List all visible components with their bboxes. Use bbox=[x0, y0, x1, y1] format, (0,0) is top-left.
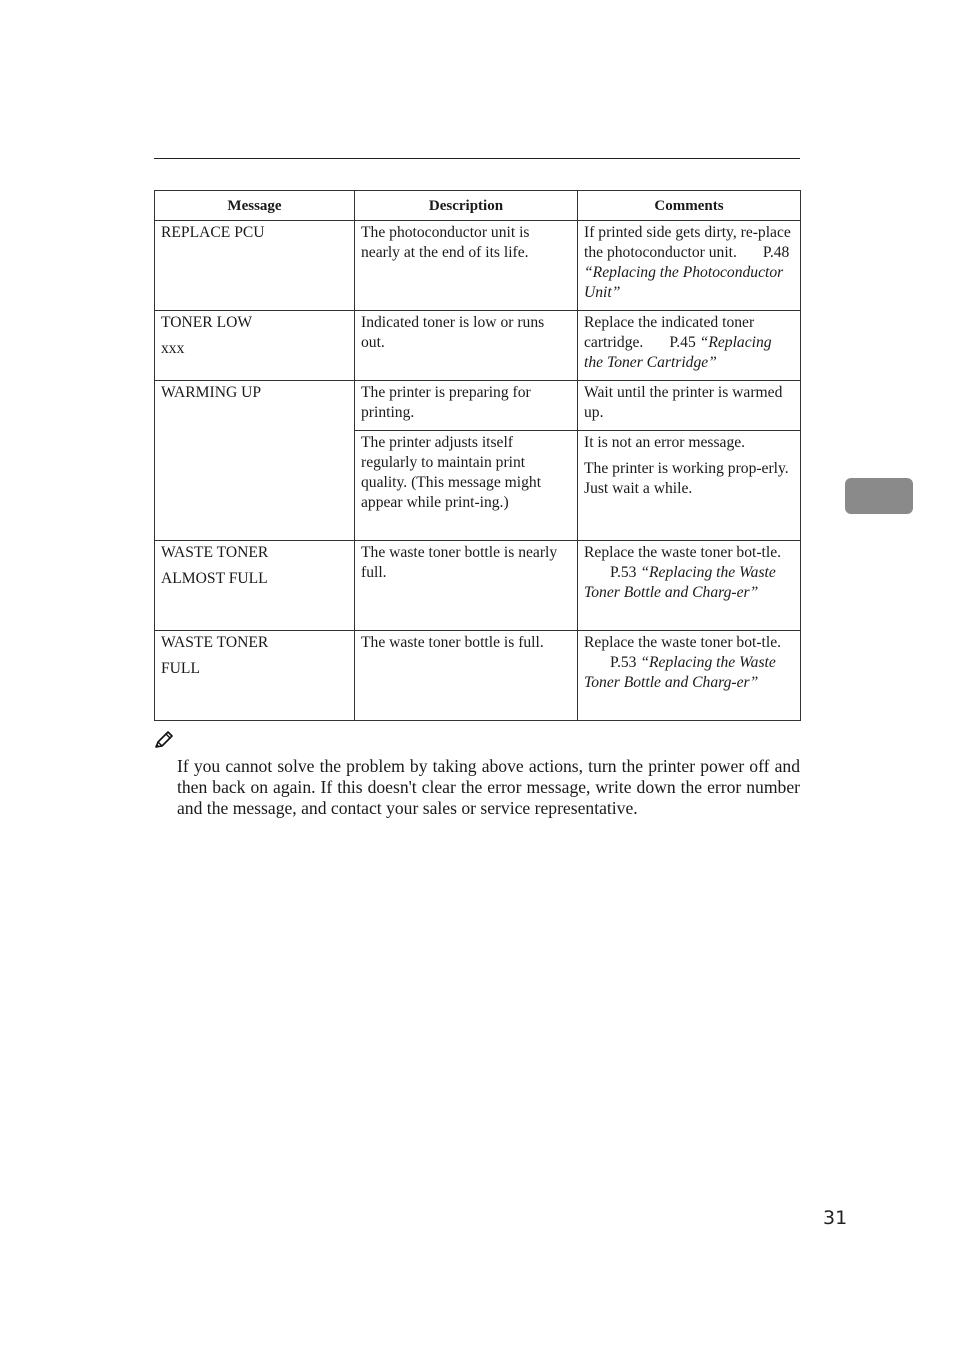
description-cell bbox=[355, 431, 578, 541]
table-header-row bbox=[155, 191, 801, 221]
message-cell bbox=[155, 631, 355, 721]
message-text: WASTE TONER bbox=[161, 634, 269, 651]
description-cell bbox=[355, 541, 578, 631]
chapter-tab bbox=[845, 478, 913, 514]
description-text: The printer adjusts itself regularly to maintain print quality. (This message might appear while print-ing.) bbox=[361, 434, 542, 511]
comment-text: Wait until the printer is warmed up. bbox=[584, 384, 783, 421]
error-message-table bbox=[154, 190, 801, 721]
message-subtext: ALMOST FULL bbox=[161, 570, 268, 587]
message-text: TONER LOW bbox=[161, 314, 253, 331]
message-cell bbox=[155, 311, 355, 381]
pencil-note-icon bbox=[154, 731, 174, 749]
comment-text: Replace the indicated toner cartridge. bbox=[584, 314, 755, 351]
comment-text: It is not an error message. bbox=[584, 434, 746, 451]
message-cell bbox=[155, 381, 355, 541]
table-row bbox=[155, 221, 801, 311]
column-header-comments: Comments bbox=[578, 191, 801, 221]
description-cell bbox=[355, 311, 578, 381]
message-text: WARMING UP bbox=[161, 384, 262, 401]
description-text: The waste toner bottle is full. bbox=[361, 634, 544, 651]
comment-ref-title: “Replacing the Waste Toner Bottle and Charg-er” bbox=[584, 564, 776, 601]
description-cell bbox=[355, 381, 578, 431]
description-cell bbox=[355, 221, 578, 311]
table-row bbox=[155, 631, 801, 721]
comment-text: If printed side gets dirty, re-place the photoconductor unit. bbox=[584, 224, 791, 261]
description-text: The waste toner bottle is nearly full. bbox=[361, 544, 558, 581]
description-text: The photoconductor unit is nearly at the end of its life. bbox=[361, 224, 530, 261]
comment-ref-title: “Replacing the Photoconductor Unit” bbox=[584, 264, 784, 301]
comment-ref-page: P.53 bbox=[610, 654, 637, 671]
comment-cell bbox=[578, 311, 801, 381]
comment-ref-page: P.48 bbox=[762, 244, 790, 261]
comment-ref-title: “Replacing the Toner Cartridge” bbox=[584, 334, 772, 371]
message-cell bbox=[155, 541, 355, 631]
page-number: 31 bbox=[823, 1207, 848, 1229]
comment-cell bbox=[578, 381, 801, 431]
table-row bbox=[155, 381, 801, 431]
comment-cell bbox=[578, 431, 801, 541]
comment-text: Replace the waste toner bot-tle. bbox=[584, 544, 782, 561]
column-header-message: Message bbox=[155, 191, 355, 221]
message-text: REPLACE PCU bbox=[161, 224, 265, 241]
description-text: The printer is preparing for printing. bbox=[361, 384, 531, 421]
comment-ref-title: “Replacing the Waste Toner Bottle and Charg-er” bbox=[584, 654, 776, 691]
comment-ref-page: P.53 bbox=[610, 564, 637, 581]
comment-cell bbox=[578, 541, 801, 631]
comment-text-2: The printer is working prop-erly. Just wait a while. bbox=[584, 460, 789, 497]
message-subtext: FULL bbox=[161, 660, 200, 677]
header-rule bbox=[154, 158, 800, 159]
comment-cell bbox=[578, 631, 801, 721]
comment-text: Replace the waste toner bot-tle. bbox=[584, 634, 782, 651]
note-paragraph: If you cannot solve the problem by taking above actions, turn the printer power off and then back on again. If this doesn't clear the error message, write down the error number and the message, and contact your sales or service representative. bbox=[177, 756, 800, 818]
message-cell bbox=[155, 221, 355, 311]
description-text: Indicated toner is low or runs out. bbox=[361, 314, 545, 351]
table-row bbox=[155, 541, 801, 631]
message-subtext: xxx bbox=[161, 340, 185, 357]
message-text: WASTE TONER bbox=[161, 544, 269, 561]
comment-cell bbox=[578, 221, 801, 311]
table-row bbox=[155, 311, 801, 381]
column-header-description: Description bbox=[355, 191, 578, 221]
comment-ref-page: P.45 bbox=[669, 334, 696, 351]
description-cell bbox=[355, 631, 578, 721]
